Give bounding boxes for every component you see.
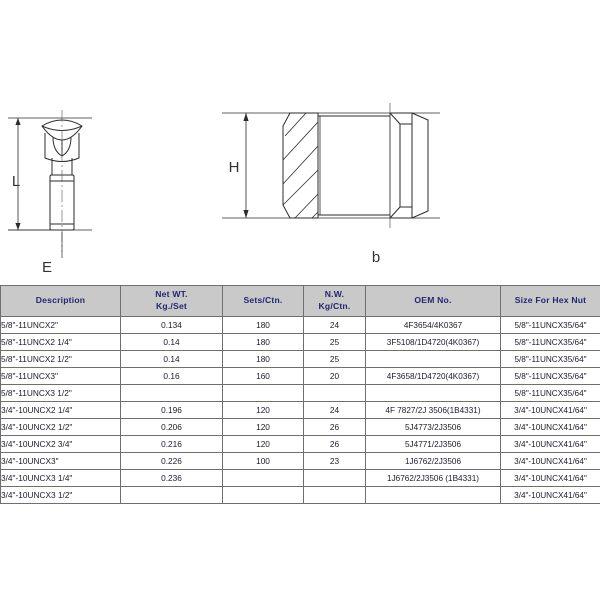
cell-net-weight: [121, 385, 223, 402]
cell-description: 5/8"-11UNCX2 1/2": [1, 351, 121, 368]
cell-net-weight: [121, 487, 223, 504]
cell-description: 5/8"-11UNCX2": [1, 317, 121, 334]
cell-net-weight: 0.206: [121, 419, 223, 436]
bolt-thread-dimension-label: E: [41, 259, 53, 276]
table-row: [1, 453, 600, 470]
table-row: [1, 351, 600, 368]
cell-net-weight-carton: 25: [304, 351, 366, 368]
table-row: [1, 334, 600, 351]
header-line-1: Net WT.: [155, 289, 188, 300]
hex-nut-section-view: [222, 103, 440, 228]
header-line-2: Kg./Set: [155, 301, 187, 311]
table-row: [1, 385, 600, 402]
cell-oem-no: 1J6762/2J3506: [366, 453, 501, 470]
cell-net-weight: 0.196: [121, 402, 223, 419]
header-line-2: Kg/Ctn.: [318, 301, 351, 311]
cell-size-for-hex-nut: 3/4"-10UNCX41/64": [501, 402, 600, 419]
cell-description: 5/8"-11UNCX2 1/4": [1, 334, 121, 351]
cell-size-for-hex-nut: 5/8"-11UNCX35/64": [501, 368, 600, 385]
nut-height-dimension-label: H: [228, 159, 240, 176]
technical-drawings-panel: [0, 0, 600, 285]
cell-net-weight-carton: [304, 385, 366, 402]
column-header-net-weight-carton: [304, 286, 366, 317]
table-row: [1, 470, 600, 487]
cell-size-for-hex-nut: 3/4"-10UNCX41/64": [501, 470, 600, 487]
cell-description: 3/4"-10UNCX2 3/4": [1, 436, 121, 453]
section-hatching: [283, 113, 318, 218]
cell-oem-no: [366, 487, 501, 504]
cell-size-for-hex-nut: 5/8"-11UNCX35/64": [501, 317, 600, 334]
cell-oem-no: 4F3658/1D4720(4K0367): [366, 368, 501, 385]
cell-size-for-hex-nut: 5/8"-11UNCX35/64": [501, 351, 600, 368]
cell-sets-per-carton: 120: [223, 402, 304, 419]
cell-sets-per-carton: 160: [223, 368, 304, 385]
cell-net-weight: 0.16: [121, 368, 223, 385]
cell-net-weight: 0.226: [121, 453, 223, 470]
cell-description: 5/8"-11UNCX3": [1, 368, 121, 385]
cell-description: 3/4"-10UNCX3 1/4": [1, 470, 121, 487]
header-line-1: Sets/Ctn.: [243, 295, 283, 306]
header-line-1: OEM No.: [414, 295, 452, 306]
cell-net-weight: 0.216: [121, 436, 223, 453]
cell-net-weight: 0.236: [121, 470, 223, 487]
cell-size-for-hex-nut: 5/8"-11UNCX35/64": [501, 385, 600, 402]
cell-sets-per-carton: 120: [223, 436, 304, 453]
cell-size-for-hex-nut: 5/8"-11UNCX35/64": [501, 334, 600, 351]
cell-oem-no: 3F5108/1D4720(4K0367): [366, 334, 501, 351]
cell-net-weight-carton: 25: [304, 334, 366, 351]
cell-oem-no: 5J4771/2J3506: [366, 436, 501, 453]
cell-description: 3/4"-10UNCX2 1/2": [1, 419, 121, 436]
cell-sets-per-carton: [223, 470, 304, 487]
wheel-bolt-side-view: [8, 110, 92, 258]
cell-net-weight-carton: 24: [304, 402, 366, 419]
cell-oem-no: [366, 351, 501, 368]
table-row: [1, 317, 600, 334]
cell-sets-per-carton: [223, 385, 304, 402]
header-line-1: Size For Hex Nut: [514, 295, 587, 306]
specification-table: [0, 285, 600, 504]
cell-net-weight-carton: [304, 487, 366, 504]
column-header-net-weight: [121, 286, 223, 317]
table-row: [1, 368, 600, 385]
cell-description: 3/4"-10UNCX3 1/2": [1, 487, 121, 504]
table-header: [1, 286, 600, 317]
table-row: [1, 402, 600, 419]
nut-width-dimension-label: b: [371, 249, 381, 266]
cell-net-weight-carton: 26: [304, 419, 366, 436]
cell-oem-no: [366, 385, 501, 402]
column-header-size-for-hex-nut: [501, 286, 600, 317]
cell-description: 3/4"-10UNCX3": [1, 453, 121, 470]
specification-table-container: [0, 285, 600, 504]
cell-sets-per-carton: [223, 487, 304, 504]
cell-oem-no: 5J4773/2J3506: [366, 419, 501, 436]
cell-sets-per-carton: 180: [223, 351, 304, 368]
column-header-description: [1, 286, 121, 317]
header-line-1: Description: [35, 295, 86, 306]
table-row: [1, 487, 600, 504]
table-row: [1, 436, 600, 453]
cell-sets-per-carton: 180: [223, 334, 304, 351]
cell-net-weight: 0.14: [121, 351, 223, 368]
cell-description: 3/4"-10UNCX2 1/4": [1, 402, 121, 419]
column-header-sets-per-carton: [223, 286, 304, 317]
header-row: [1, 286, 600, 317]
cell-size-for-hex-nut: 3/4"-10UNCX41/64": [501, 453, 600, 470]
cell-net-weight: 0.134: [121, 317, 223, 334]
cell-size-for-hex-nut: 3/4"-10UNCX41/64": [501, 419, 600, 436]
cell-description: 5/8"-11UNCX3 1/2": [1, 385, 121, 402]
cell-net-weight: 0.14: [121, 334, 223, 351]
header-line-1: N.W.: [324, 289, 345, 300]
cell-sets-per-carton: 100: [223, 453, 304, 470]
cell-size-for-hex-nut: 3/4"-10UNCX41/64": [501, 436, 600, 453]
cell-sets-per-carton: 180: [223, 317, 304, 334]
table-row: [1, 419, 600, 436]
cell-oem-no: 4F3654/4K0367: [366, 317, 501, 334]
cell-net-weight-carton: [304, 470, 366, 487]
drawings-svg: [0, 0, 600, 285]
cell-net-weight-carton: 24: [304, 317, 366, 334]
cell-sets-per-carton: 120: [223, 419, 304, 436]
cell-net-weight-carton: 23: [304, 453, 366, 470]
cell-net-weight-carton: 20: [304, 368, 366, 385]
cell-oem-no: 4F 7827/2J 3506(1B4331): [366, 402, 501, 419]
cell-oem-no: 1J6762/2J3506 (1B4331): [366, 470, 501, 487]
bolt-length-dimension-label: L: [11, 173, 21, 190]
column-header-oem-no: [366, 286, 501, 317]
cell-net-weight-carton: 26: [304, 436, 366, 453]
cell-size-for-hex-nut: 3/4"-10UNCX41/64": [501, 487, 600, 504]
table-body: [1, 317, 600, 504]
